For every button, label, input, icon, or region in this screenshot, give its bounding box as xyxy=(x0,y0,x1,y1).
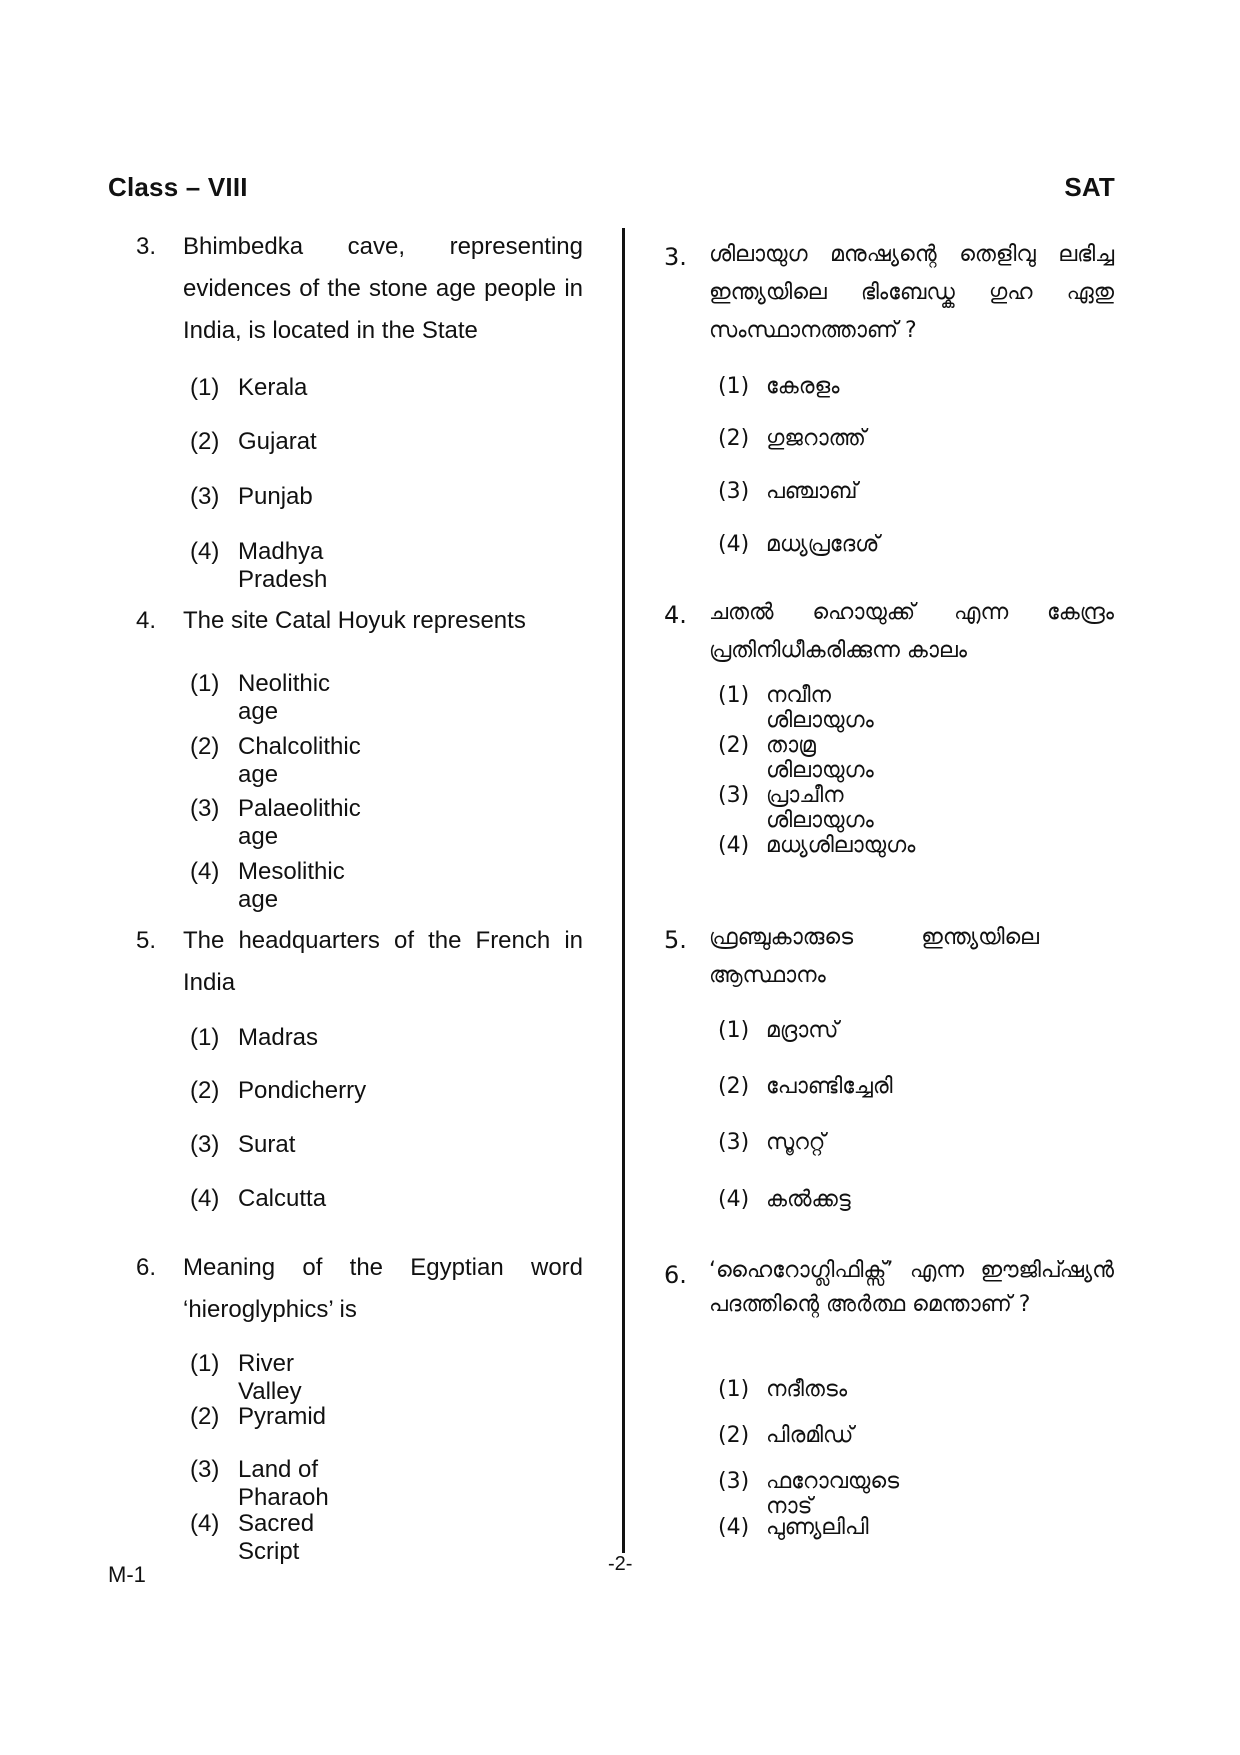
option-text: Gujarat xyxy=(238,428,317,455)
question-number: 4. xyxy=(664,601,687,629)
option-text: Kerala xyxy=(238,374,308,401)
option-number: (4) xyxy=(718,833,750,858)
option-number: (2) xyxy=(718,1423,750,1448)
option-number: (1) xyxy=(190,1024,220,1051)
option-text: Pondicherry xyxy=(238,1077,367,1104)
question-number: 5. xyxy=(664,926,687,954)
option-number: (3) xyxy=(190,795,220,822)
option-number: (3) xyxy=(718,1130,750,1155)
option-text: Calcutta xyxy=(238,1185,327,1212)
option-text: നവീന ശിലായുഗം xyxy=(766,683,874,733)
option-text: മധ്യപ്രദേശ് xyxy=(766,532,880,557)
option-number: (4) xyxy=(718,1515,750,1540)
option-text: പ്രാചീന ശിലായുഗം xyxy=(766,783,874,833)
option-text: Punjab xyxy=(238,483,313,510)
option-text: Mesolithic age xyxy=(238,858,345,913)
question-number: 5. xyxy=(136,927,157,954)
option-text: പോണ്ടിച്ചേരി xyxy=(766,1074,893,1099)
question-stem: The headquarters of the French in India xyxy=(183,927,583,996)
question-number: 6. xyxy=(136,1254,157,1281)
option-number: (2) xyxy=(718,426,750,451)
option-text: Sacred Script xyxy=(238,1510,315,1565)
option-text: നദീതടം xyxy=(766,1377,848,1402)
option-number: (2) xyxy=(190,1077,220,1104)
option-number: (1) xyxy=(718,1377,750,1402)
option-text: പിരമിഡ് xyxy=(766,1423,854,1448)
paper-code: M-1 xyxy=(108,1562,146,1587)
class-label: Class – VIII xyxy=(108,172,248,202)
option-number: (4) xyxy=(190,538,220,565)
question-number: 3. xyxy=(136,233,157,260)
option-text: മദ്രാസ് xyxy=(766,1018,839,1043)
question-stem: Bhimbedka cave, representing evidences of the stone age people in India, is located in the State xyxy=(183,233,583,344)
option-number: (2) xyxy=(190,1403,220,1430)
option-text: Madras xyxy=(238,1024,319,1051)
option-text: താമ്ര ശിലായുഗം xyxy=(766,733,874,783)
option-text: ഗുജറാത്ത് xyxy=(766,426,866,451)
option-number: (1) xyxy=(718,374,750,399)
exam-label: SAT xyxy=(1064,172,1115,202)
option-number: (3) xyxy=(718,1469,750,1494)
option-number: (3) xyxy=(718,783,750,808)
option-number: (2) xyxy=(190,733,220,760)
option-number: (2) xyxy=(718,1074,750,1099)
option-number: (1) xyxy=(718,683,750,708)
option-number: (4) xyxy=(718,1187,750,1212)
option-text: Chalcolithic age xyxy=(238,733,361,788)
question-stem: ‘ഹൈറോഗ്ലിഫിക്സ്’ എന്ന ഈജിപ്ഷ്യൻ പദത്തിന്റെ അർത്ഥ മെന്താണ് ? xyxy=(709,1258,1114,1317)
option-text: സൂററ്റ് xyxy=(766,1130,826,1155)
option-text: Palaeolithic age xyxy=(238,795,361,850)
question-number: 6. xyxy=(664,1261,687,1289)
option-number: (3) xyxy=(190,1456,220,1483)
option-number: (1) xyxy=(190,374,220,401)
option-text: Neolithic age xyxy=(238,670,331,725)
option-text: മധ്യശിലായുഗം xyxy=(766,833,916,858)
question-stem: Meaning of the Egyptian word ‘hieroglyphics’ is xyxy=(183,1254,583,1323)
option-number: (4) xyxy=(190,1510,220,1537)
option-number: (4) xyxy=(190,1185,220,1212)
option-number: (2) xyxy=(718,733,750,758)
option-number: (2) xyxy=(190,428,220,455)
option-text: Land of Pharaoh xyxy=(238,1456,329,1511)
option-number: (1) xyxy=(718,1018,750,1043)
option-number: (4) xyxy=(190,858,220,885)
option-number: (3) xyxy=(190,1131,220,1158)
option-text: കേരളം xyxy=(766,374,840,399)
question-stem: ശിലായുഗ മനുഷ്യന്റെ തെളിവു ലഭിച്ച ഇന്ത്യയിലെ ഭിംബേഡ്ക ഗുഹ ഏതു സംസ്ഥാനത്താണ് ? xyxy=(709,242,1114,343)
option-text: River Valley xyxy=(238,1350,302,1405)
option-number: (3) xyxy=(190,483,220,510)
option-text: Madhya Pradesh xyxy=(238,538,328,593)
option-text: പുണ്യലിപി xyxy=(766,1515,869,1540)
option-text: പഞ്ചാബ് xyxy=(766,479,858,504)
question-number: 4. xyxy=(136,607,157,634)
option-number: (4) xyxy=(718,532,750,557)
question-stem: ചതൽ ഹൊയുക്ക് എന്ന കേന്ദ്രം പ്രതിനിധീകരിക്കുന്ന കാലം xyxy=(709,600,1114,663)
question-stem: The site Catal Hoyuk represents xyxy=(183,607,526,634)
option-text: Surat xyxy=(238,1131,296,1158)
question-stem: ഫ്രഞ്ചുകാരുടെ ഇന്ത്യയിലെ ആസ്ഥാനം xyxy=(709,925,1039,988)
option-text: Pyramid xyxy=(238,1403,327,1430)
option-text: ഫറോവയുടെ നാട് xyxy=(766,1469,900,1519)
option-number: (1) xyxy=(190,1350,220,1377)
option-number: (3) xyxy=(718,479,750,504)
option-number: (1) xyxy=(190,670,220,697)
page-number: -2- xyxy=(608,1553,633,1575)
column-divider xyxy=(622,228,625,1553)
question-number: 3. xyxy=(664,243,687,271)
option-text: കൽക്കട്ട xyxy=(766,1187,851,1212)
